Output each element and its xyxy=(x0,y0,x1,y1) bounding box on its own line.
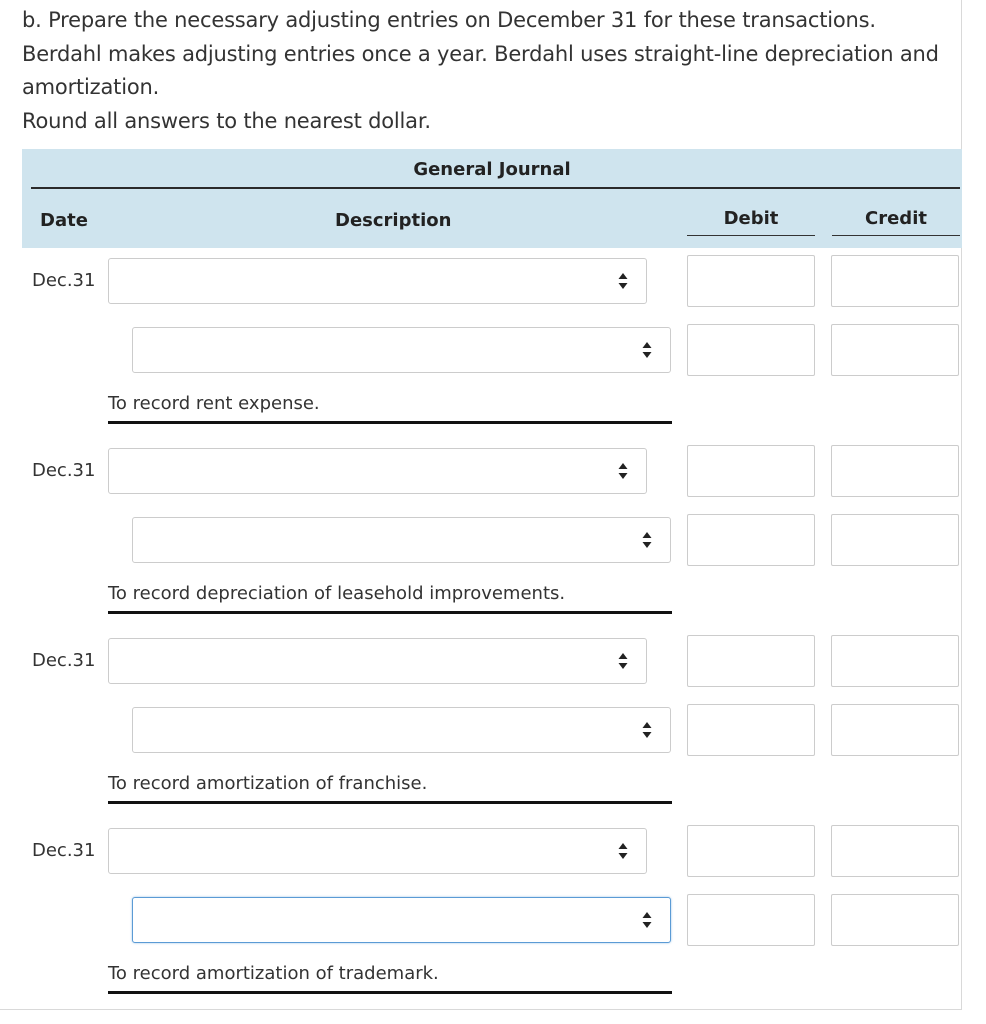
debit-amount-input[interactable] xyxy=(687,324,815,376)
credit-account-select[interactable] xyxy=(132,517,671,563)
question-prompt xyxy=(22,4,952,138)
credit-amount-input[interactable] xyxy=(831,825,959,877)
journal-entries xyxy=(22,248,962,1008)
credit-amount-input[interactable] xyxy=(831,445,959,497)
debit-amount-input[interactable] xyxy=(687,825,815,877)
journal-entry xyxy=(22,818,962,1008)
credit-account-select[interactable] xyxy=(132,897,671,943)
entry-date: Dec.31 xyxy=(32,650,96,671)
prompt-line-3: amortization. xyxy=(22,75,160,100)
column-header-date: Date xyxy=(40,210,88,231)
debit-amount-input[interactable] xyxy=(687,445,815,497)
column-header-description: Description xyxy=(335,210,452,231)
journal-header xyxy=(22,149,962,248)
column-header-credit: Credit xyxy=(832,208,960,236)
credit-amount-input[interactable] xyxy=(831,635,959,687)
sort-arrows-icon xyxy=(618,842,628,860)
debit-account-select[interactable] xyxy=(108,828,647,874)
sort-arrows-icon xyxy=(642,531,652,549)
title-divider xyxy=(31,187,960,189)
entry-date: Dec.31 xyxy=(32,840,96,861)
column-header-debit: Debit xyxy=(687,208,815,236)
sort-arrows-icon xyxy=(618,652,628,670)
entry-date: Dec.31 xyxy=(32,460,96,481)
journal-entry xyxy=(22,248,962,438)
debit-amount-input[interactable] xyxy=(687,635,815,687)
prompt-line-4: Round all answers to the nearest dollar. xyxy=(22,108,431,133)
entry-memo: To record depreciation of leasehold improvements. xyxy=(108,583,672,614)
credit-account-select[interactable] xyxy=(132,327,671,373)
credit-amount-input[interactable] xyxy=(831,894,959,946)
credit-amount-input[interactable] xyxy=(831,255,959,307)
journal-title: General Journal xyxy=(413,159,571,180)
entry-memo: To record amortization of trademark. xyxy=(108,963,672,994)
journal-entry xyxy=(22,438,962,628)
credit-account-select[interactable] xyxy=(132,707,671,753)
entry-memo: To record amortization of franchise. xyxy=(108,773,672,804)
general-journal xyxy=(22,149,962,1008)
sort-arrows-icon xyxy=(642,721,652,739)
credit-amount-input[interactable] xyxy=(831,324,959,376)
debit-amount-input[interactable] xyxy=(687,894,815,946)
sort-arrows-icon xyxy=(642,341,652,359)
entry-date: Dec.31 xyxy=(32,270,96,291)
debit-amount-input[interactable] xyxy=(687,255,815,307)
prompt-line-2: Berdahl makes adjusting entries once a year. Berdahl uses straight-line depreciation and xyxy=(22,41,939,66)
sort-arrows-icon xyxy=(618,462,628,480)
debit-account-select[interactable] xyxy=(108,638,647,684)
debit-account-select[interactable] xyxy=(108,258,647,304)
journal-entry xyxy=(22,628,962,818)
prompt-line-1: b. Prepare the necessary adjusting entries on December 31 for these transactions. xyxy=(22,8,876,32)
credit-amount-input[interactable] xyxy=(831,704,959,756)
credit-amount-input[interactable] xyxy=(831,514,959,566)
sort-arrows-icon xyxy=(642,911,652,929)
entry-memo: To record rent expense. xyxy=(108,393,672,424)
debit-amount-input[interactable] xyxy=(687,514,815,566)
debit-amount-input[interactable] xyxy=(687,704,815,756)
debit-account-select[interactable] xyxy=(108,448,647,494)
sort-arrows-icon xyxy=(618,272,628,290)
